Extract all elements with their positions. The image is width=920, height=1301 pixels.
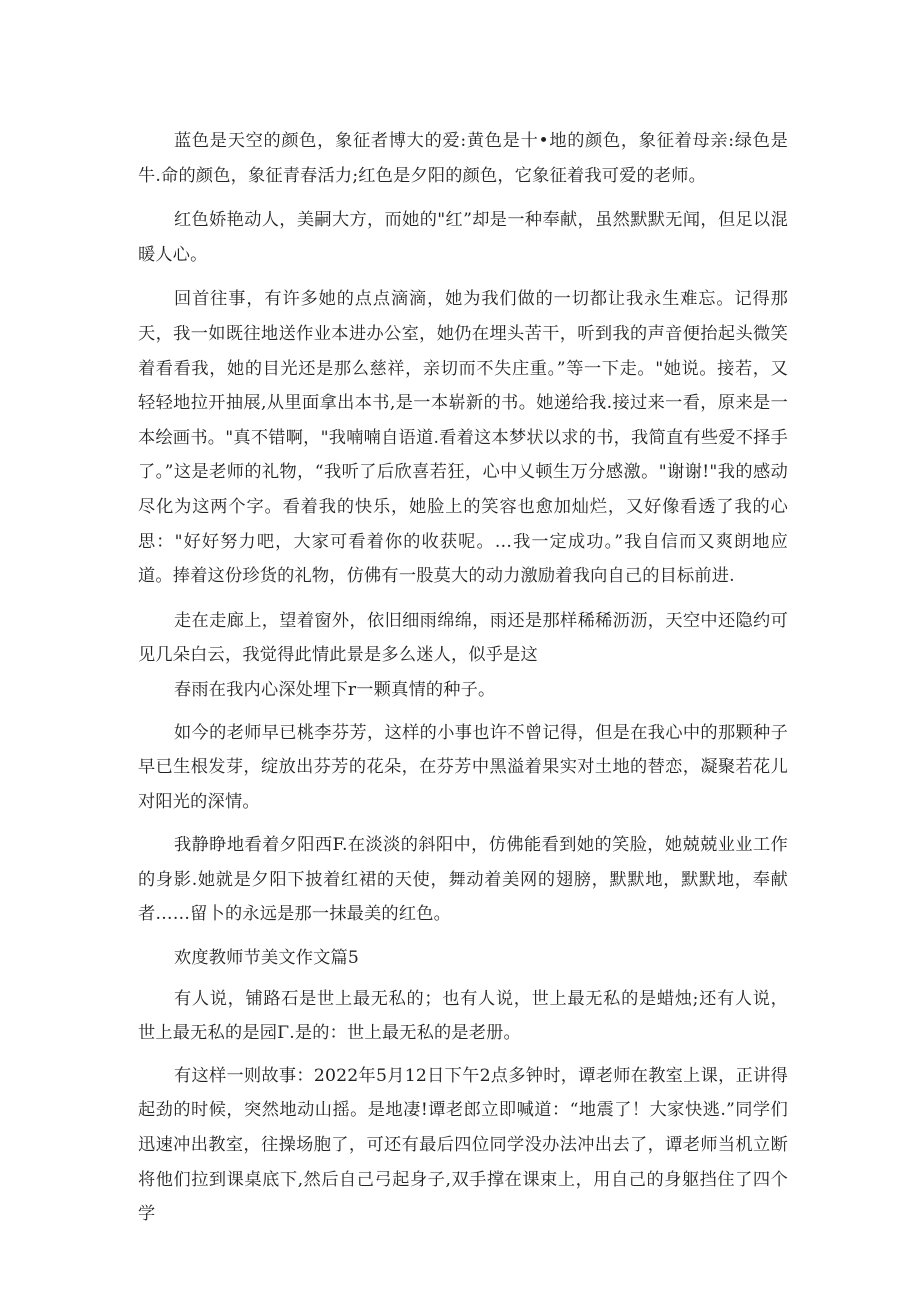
paragraph-spring-rain: 春雨在我内心深处埋下r一颗真情的种子。: [174, 679, 496, 700]
paragraph-corridor: 走在走廊上，望着窗外，依旧细雨绵绵，雨还是那样稀稀沥沥，天空中还隐约可见几朵白云，我觉得此情此景是多么迷人，似乎是这: [138, 610, 788, 666]
paragraph-earthquake-story: 有这样一则故事：2022年5月12日下午2点多钟时，谭老师在教室上课，正讲得起劲的时候，突然地动山摇。是地凄!谭老郎立即喊道：“地震了！大家快逃.”同学们迅速冲出教室，往操场胞了，可还有最后四位同学没办法冲出去了，谭老师当机立断将他们拉到课桌底下,然后自己弓起身子,双手撑在课束上，用自己的身躯挡住了四个学: [138, 1065, 788, 1225]
section-heading: 欢度教师节美文作文篇5: [174, 948, 360, 969]
paragraph-selfless: 有人说，铺路石是世上最无私的；也有人说，世上最无私的是蜡烛;还有人说，世上最无私的是园Γ.是的：世上最无私的是老册。: [138, 988, 788, 1044]
paragraph-seed: 如今的老师早已桃李芬芳，这样的小事也许不曾记得，但是在我心中的那颗种子早已生根发芽，绽放出芬芳的花朵，在芬芳中黑溢着果实对土地的替恋，凝聚若花儿对阳光的深情。: [138, 722, 788, 812]
paragraph-colors-intro: 蓝色是天空的颜色，象征者博大的爱:黄色是十•地的颜色，象征着母亲:绿色是牛.命的颜色，象征青春活力;红色是夕阳的颜色，它象征着我可爱的老师。: [138, 131, 788, 186]
paragraph-memory-gift: 回首往事，有许多她的点点滴滴，她为我们做的一切都让我永生难忘。记得那天，我一如既往地送作业本进办公室，她仍在埋头苦干，听到我的声音便抬起头微笑着看看我，她的目光还是那么慈祥，亲切而不失庄重。”等一下走。"她说。接若，又轻轻地拉开抽展,从里面拿出本书,是一本崭新的书。她递给我.接过来一看，原来是一本绘画书。"真不错啊，"我喃喃自语道.看着这本梦状以求的书，我简直有些爱不择手了。”这是老师的礼物，“我听了后欣喜若狂，心中乂顿生万分感激。"谢谢!"我的感动尽化为这两个字。看着我的快乐，她脸上的笑容也愈加灿烂，又好像看透了我的心思："好好努力吧，大家可看着你的收获呢。…我一定成功。”我自信而又爽朗地应道。捧着这份珍货的礼物，仿佛有一股莫大的动力激励着我向自己的目标前进.: [138, 289, 788, 587]
paragraph-red-devotion: 红色娇艳动人，美嗣大方，而她的"红”却是一种奉献，虽然默默无闻，但足以混暖人心。: [138, 210, 788, 265]
document-page: [138, 124, 788, 1240]
paragraph-sunset: 我静睁地看着夕阳西F.在淡淡的斜阳中，仿佛能看到她的笑脸，她兢兢业业工作的身影.她就是夕阳下披着红裙的天使，舞动着美网的翅膀，默默地，默默地，奉献者……留卜的永远是那一抹最美的红色。: [138, 835, 788, 925]
